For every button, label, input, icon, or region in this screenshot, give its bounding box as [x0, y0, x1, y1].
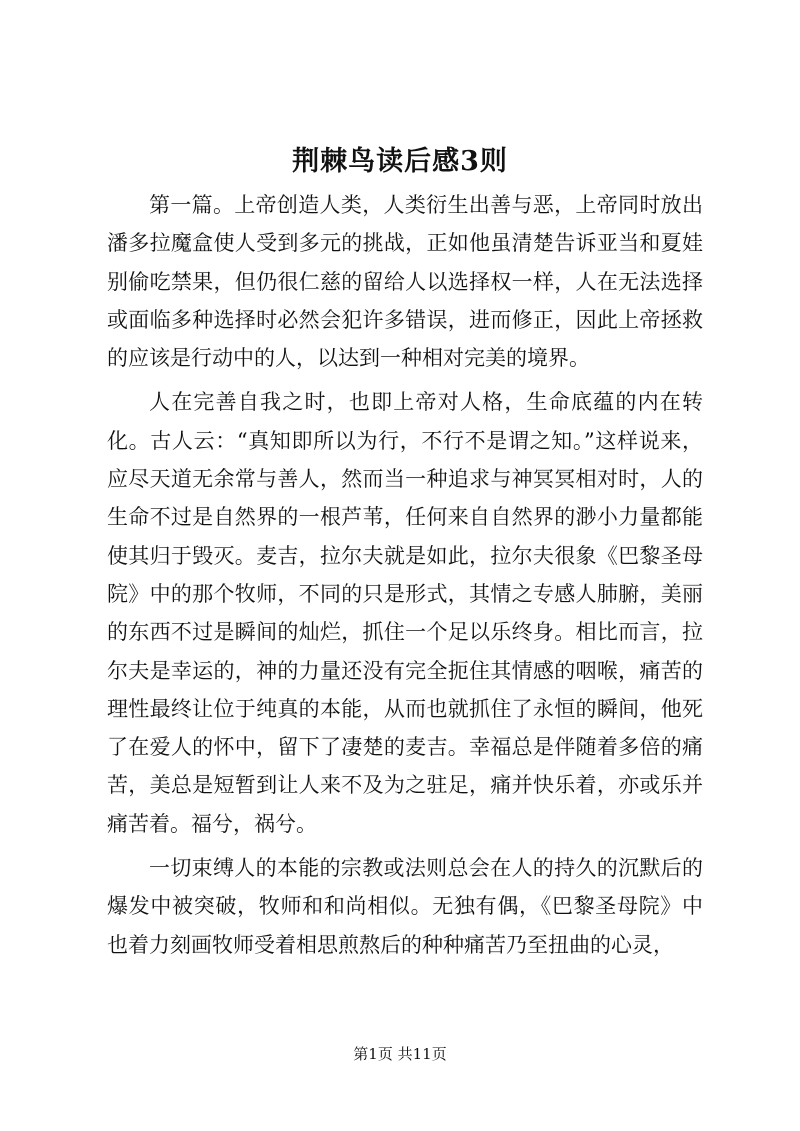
document-title: 荆棘鸟读后感3则 [292, 146, 508, 177]
document-body [107, 186, 703, 970]
paragraph: 第一篇。上帝创造人类，人类衍生出善与恶，上帝同时放出潘多拉魔盒使人受到多元的挑战，正如他虽清楚告诉亚当和夏娃别偷吃禁果，但仍很仁慈的留给人以选择权一样，人在无法选择或面临多种选择时必然会犯许多错误，进而修正，因此上帝拯救的应该是行动中的人，以达到一种相对完美的境界。 [107, 193, 703, 371]
page-footer: 第1页 共11页 [353, 1045, 447, 1063]
paragraph: 一切束缚人的本能的宗教或法则总会在人的持久的沉默后的爆发中被突破，牧师和和尚相似。无独有偶，《巴黎圣母院》中也着力刻画牧师受着相思煎熬后的种种痛苦乃至扭曲的心灵， [107, 856, 703, 957]
paragraph: 人在完善自我之时，也即上帝对人格，生命底蕴的内在转化。古人云：“真知即所以为行，不行不是谓之知。”这样说来，应尽天道无余常与善人，然而当一种追求与神冥冥相对时，人的生命不过是自然界的一根芦苇，任何来自自然界的渺小力量都能使其归于毁灭。麦吉，拉尔夫就是如此，拉尔夫很象《巴黎圣母院》中的那个牧师，不同的只是形式，其情之专感人肺腑，美丽的东西不过是瞬间的灿烂，抓住一个足以乐终身。相比而言，拉尔夫是幸运的，神的力量还没有完全扼住其情感的咽喉，痛苦的理性最终让位于纯真的本能，从而也就抓住了永恒的瞬间，他死了在爱人的怀中，留下了凄楚的麦吉。幸福总是伴随着多倍的痛苦，美总是短暂到让人来不及为之驻足，痛并快乐着，亦或乐并痛苦着。福兮，祸兮。 [107, 390, 703, 836]
